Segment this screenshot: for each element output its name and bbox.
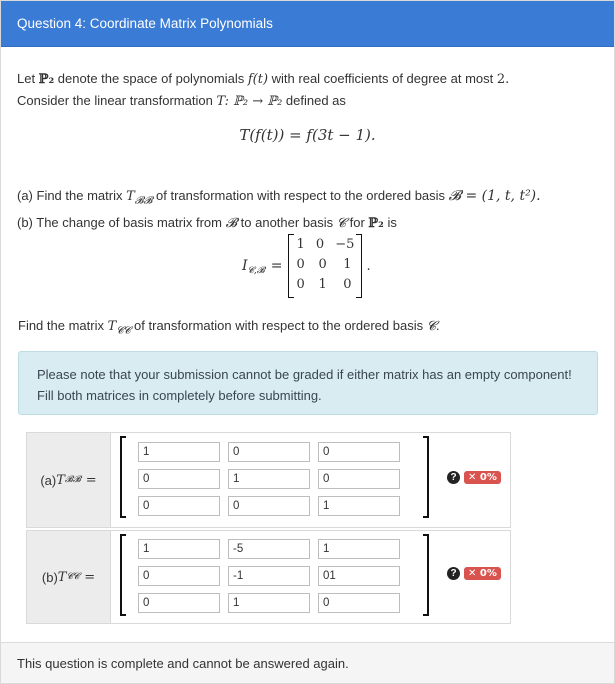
matrix-b-label: (b) T 𝓒𝓒 =	[27, 531, 111, 623]
matrix-b-cell-2-3[interactable]	[318, 566, 400, 586]
question-title: Question 4: Coordinate Matrix Polynomials	[17, 16, 273, 31]
question-body	[1, 68, 614, 234]
cb-right-bracket	[356, 234, 362, 298]
part-a-text: (a) Find the matrix $T_{𝓑𝓑}$ of transformation with respect to the ordered basis 𝓑 = (1, t, t²).	[17, 188, 541, 207]
completion-message: This question is complete and cannot be answered again.	[17, 655, 349, 671]
matrix-b-left-bracket	[120, 534, 126, 616]
intro-line-2: Consider the linear transformation T: ℙ₂ → ℙ₂ defined as	[17, 93, 346, 109]
completion-footer	[1, 642, 614, 683]
matrix-a-cell-2-3[interactable]	[318, 469, 400, 489]
matrix-b-right-bracket	[423, 534, 429, 616]
matrix-a-cell-3-2[interactable]	[228, 496, 310, 516]
help-icon[interactable]: ?	[447, 471, 460, 484]
cb-left-bracket	[288, 234, 294, 298]
matrix-a-cell-1-2[interactable]	[228, 442, 310, 462]
matrix-b-cell-2-2[interactable]	[228, 566, 310, 586]
matrix-b-cell-1-3[interactable]	[318, 539, 400, 559]
matrix-b-block	[26, 530, 511, 624]
matrix-a-cell-1-3[interactable]	[318, 442, 400, 462]
cb-matrix-body	[288, 234, 362, 298]
intro-line-1: Let ℙ₂ denote the space of polynomials f(t) with real coefficients of degree at most 2.	[17, 71, 510, 87]
find-c-text: Find the matrix $T_{𝓒𝓒}$ of transformation with respect to the ordered basis 𝓒.	[18, 318, 440, 337]
matrix-b-cell-1-2[interactable]	[228, 539, 310, 559]
matrix-a-cell-2-2[interactable]	[228, 469, 310, 489]
matrix-a-block	[26, 432, 511, 528]
matrix-b-cell-1-1[interactable]	[138, 539, 220, 559]
transformation-equation: T(f(t)) = f(3t − 1).	[239, 126, 376, 144]
matrix-b-status	[447, 567, 501, 580]
matrix-b-cell-3-3[interactable]	[318, 593, 400, 613]
matrix-a-cell-3-1[interactable]	[138, 496, 220, 516]
matrix-a-right-bracket	[423, 436, 429, 518]
help-icon[interactable]: ?	[447, 567, 460, 580]
matrix-a-status	[447, 471, 501, 484]
matrix-b-cell-3-1[interactable]	[138, 593, 220, 613]
matrix-a-cell-2-1[interactable]	[138, 469, 220, 489]
matrix-b-cell-3-2[interactable]	[228, 593, 310, 613]
matrix-a-cell-1-1[interactable]	[138, 442, 220, 462]
part-b-text: (b) The change of basis matrix from 𝓑 to another basis 𝓒 for ℙ₂ is	[17, 214, 397, 231]
matrix-a-cell-3-3[interactable]	[318, 496, 400, 516]
matrix-a-label: (a) T 𝓑𝓑 =	[27, 433, 111, 527]
matrix-a-left-bracket	[120, 436, 126, 518]
matrix-b-cell-2-1[interactable]	[138, 566, 220, 586]
info-alert: Please note that your submission cannot be graded if either matrix has an empty component! Fill both matrices in completely before submitting.	[18, 351, 598, 415]
score-badge: ✕ 0%	[464, 471, 501, 484]
score-badge: ✕ 0%	[464, 567, 501, 580]
change-of-basis-matrix: I $_{𝓒,𝓑}$ = 1 0 −5 0 0 1 0 1 0 .	[242, 234, 371, 298]
question-header	[1, 1, 614, 47]
cb-matrix-entries: 1 0 −5 0 0 1 0 1 0	[296, 237, 355, 292]
